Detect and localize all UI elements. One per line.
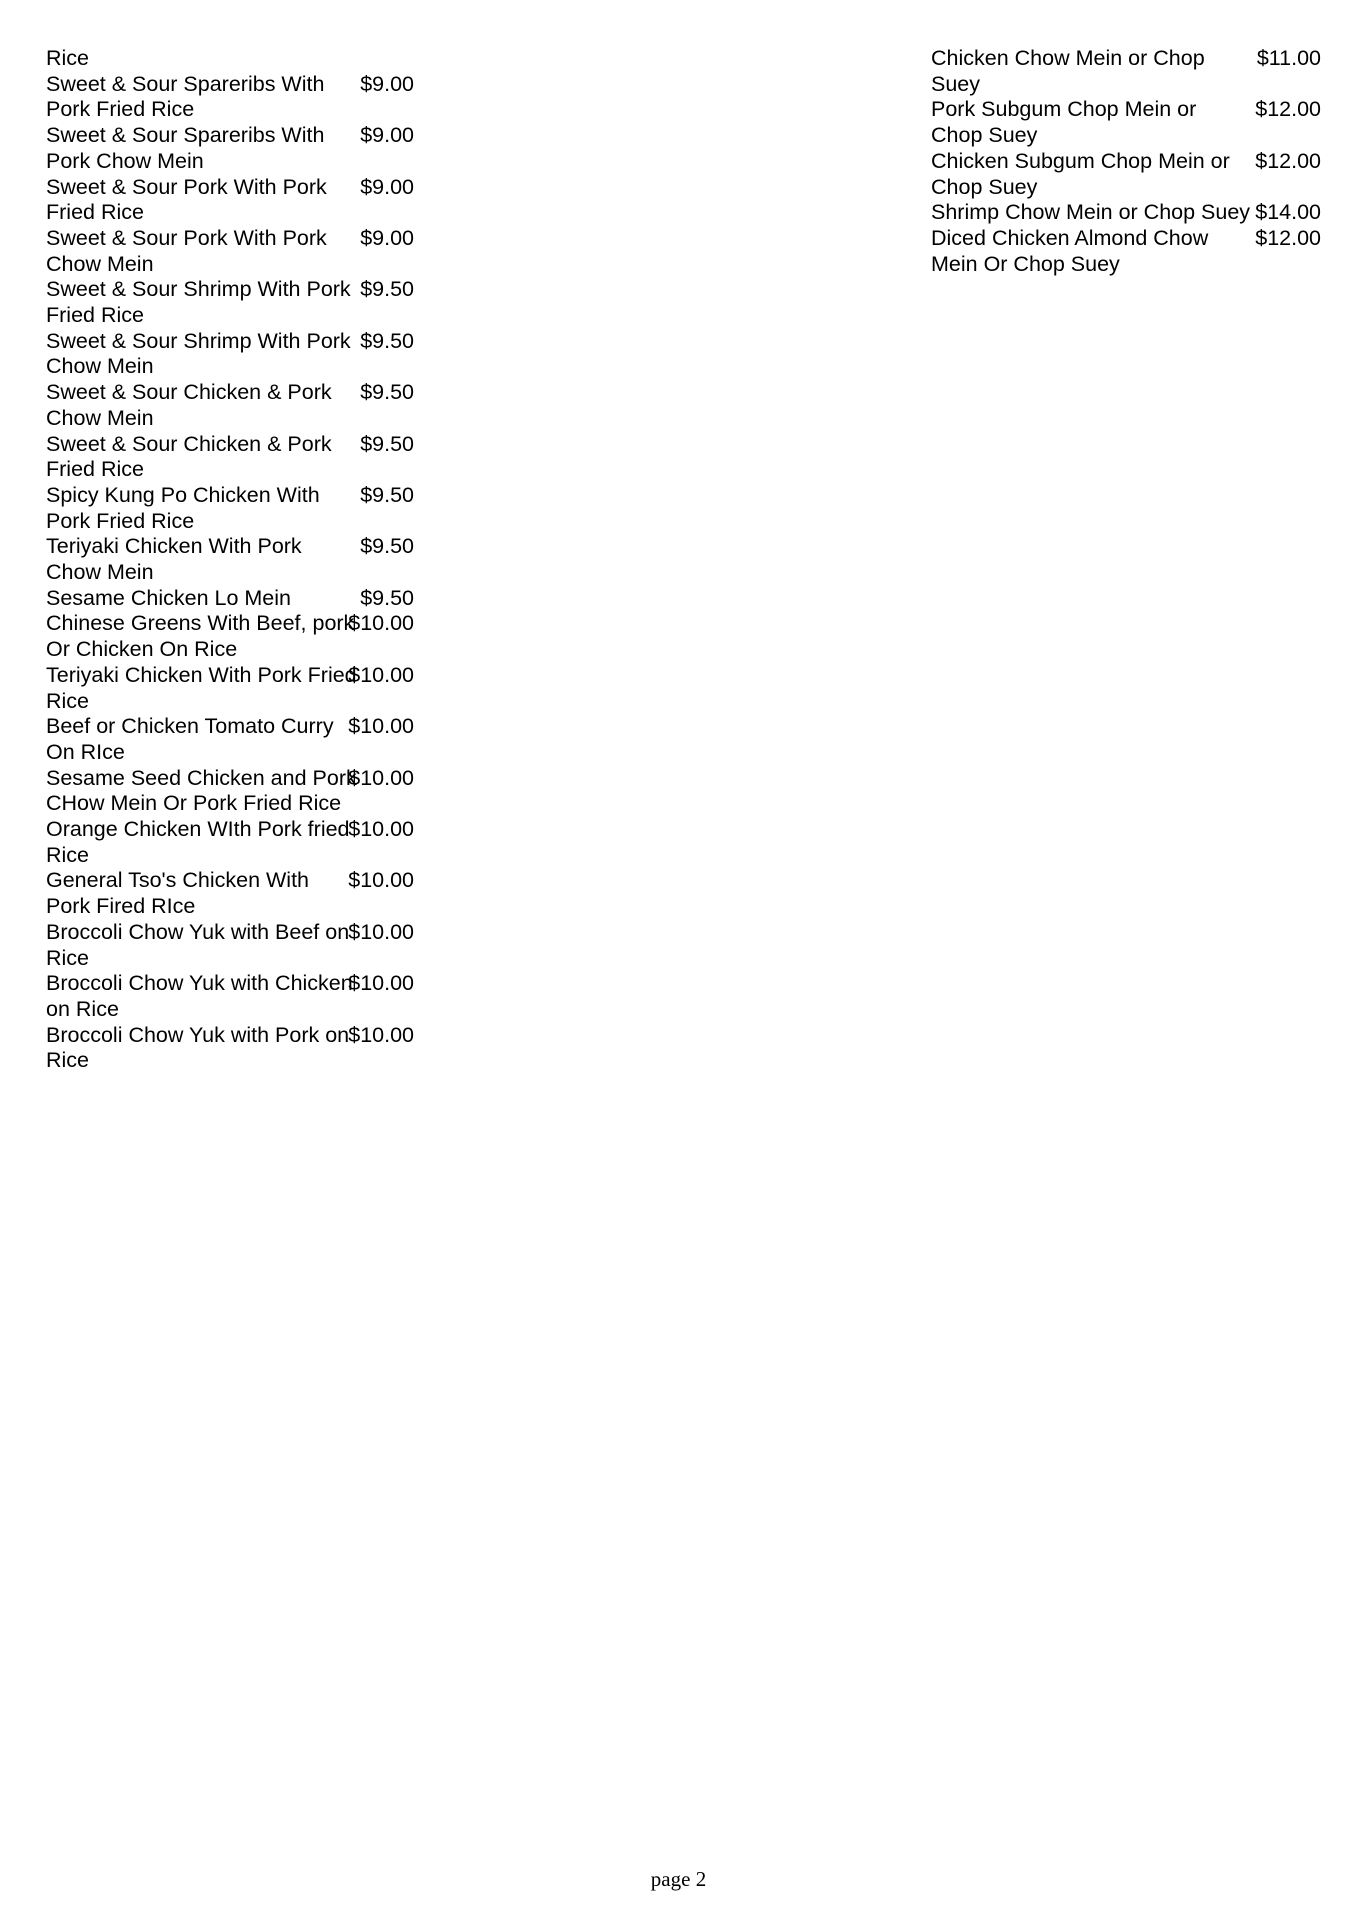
menu-item <box>46 123 426 174</box>
left-menu-column <box>46 46 426 1074</box>
menu-item-name: Sesame Seed Chicken and Pork CHow Mein Or Pork Fried Rice <box>46 765 357 816</box>
right-menu-column <box>931 46 1321 277</box>
menu-item <box>931 97 1321 148</box>
menu-item-price: $10.00 <box>348 817 414 842</box>
menu-item-price: $10.00 <box>348 765 414 790</box>
menu-item-price: $9.50 <box>360 380 414 405</box>
menu-item <box>46 226 426 277</box>
menu-item-price: $10.00 <box>348 662 414 687</box>
menu-item-name: Sweet & Sour Pork With Pork Chow Mein <box>46 225 327 276</box>
menu-item-name: Sweet & Sour Chicken & Pork Fried Rice <box>46 431 332 482</box>
menu-item-name: Diced Chicken Almond Chow Mein Or Chop Suey <box>931 225 1209 276</box>
menu-item-price: $9.50 <box>360 534 414 559</box>
menu-item <box>46 663 426 714</box>
menu-item-name: Sweet & Sour Shrimp With Pork Chow Mein <box>46 328 351 379</box>
menu-item-price: $10.00 <box>348 1022 414 1047</box>
menu-item <box>46 586 426 612</box>
menu-item-price: $9.50 <box>360 328 414 353</box>
menu-item <box>931 200 1321 226</box>
menu-item <box>46 868 426 919</box>
menu-item-price: $10.00 <box>348 919 414 944</box>
menu-item <box>46 714 426 765</box>
menu-item-price: $10.00 <box>348 971 414 996</box>
menu-item <box>46 920 426 971</box>
menu-item <box>46 534 426 585</box>
menu-item-price: $9.00 <box>360 225 414 250</box>
menu-item-price: $11.00 <box>1256 46 1321 70</box>
menu-item-price: $9.50 <box>360 277 414 302</box>
menu-item-price: $12.00 <box>1255 148 1321 173</box>
menu-item <box>46 611 426 662</box>
menu-item <box>46 380 426 431</box>
left-menu-list <box>46 72 426 1074</box>
menu-item-name: Spicy Kung Po Chicken With Pork Fried Rice <box>46 482 320 533</box>
menu-item-name: Orange Chicken WIth Pork fried Rice <box>46 817 350 867</box>
menu-item-price: $10.00 <box>348 714 414 739</box>
menu-item-name: Broccoli Chow Yuk with Beef on Rice <box>46 919 350 970</box>
menu-item-name: General Tso's Chicken With Pork Fired RIce <box>46 868 310 919</box>
menu-item-name: Sesame Chicken Lo Mein <box>46 585 291 610</box>
carryover-text: Rice <box>46 46 90 70</box>
menu-item <box>46 1023 426 1074</box>
menu-item-price: $12.00 <box>1255 225 1321 250</box>
menu-item-price: $9.50 <box>360 431 414 456</box>
menu-item <box>46 817 426 868</box>
menu-item <box>46 483 426 534</box>
menu-item-name: Sweet & Sour Pork With Pork Fried Rice <box>46 174 327 225</box>
menu-item-price: $9.00 <box>360 71 414 96</box>
menu-item-price: $14.00 <box>1255 200 1321 225</box>
menu-item-name: Sweet & Sour Spareribs With Pork Fried Rice <box>46 71 325 122</box>
menu-item-price: $9.00 <box>360 174 414 199</box>
page-number: page 2 <box>650 1867 707 1891</box>
menu-item <box>931 226 1321 277</box>
menu-item <box>46 277 426 328</box>
menu-item-price: $10.00 <box>348 868 414 893</box>
menu-item <box>46 175 426 226</box>
menu-item-name: Teriyaki Chicken With Pork Chow Mein <box>46 534 302 585</box>
menu-item <box>931 46 1321 97</box>
menu-item <box>931 149 1321 200</box>
menu-item <box>46 971 426 1022</box>
menu-item-price: $9.50 <box>360 482 414 507</box>
menu-item <box>46 72 426 123</box>
right-menu-list <box>931 46 1321 277</box>
menu-item-name: Broccoli Chow Yuk with Pork on Rice <box>46 1022 350 1073</box>
menu-item <box>46 432 426 483</box>
menu-item-name: Broccoli Chow Yuk with Chicken on Rice <box>46 971 353 1021</box>
menu-item-price: $10.00 <box>348 611 414 636</box>
menu-item-price: $9.00 <box>360 123 414 148</box>
menu-item <box>46 329 426 380</box>
menu-item-name: Beef or Chicken Tomato Curry On RIce <box>46 714 334 764</box>
menu-item-price: $9.50 <box>360 585 414 610</box>
menu-item-price: $12.00 <box>1255 97 1321 122</box>
menu-item-name: Chinese Greens With Beef, pork Or Chicken On Rice <box>46 611 355 662</box>
menu-item-name: Sweet & Sour Chicken & Pork Chow Mein <box>46 380 332 430</box>
menu-item-name: Teriyaki Chicken With Pork Fried Rice <box>46 662 357 713</box>
menu-item-name: Chicken Chow Mein or Chop Suey <box>931 46 1205 96</box>
menu-item-name: Shrimp Chow Mein or Chop Suey <box>931 200 1251 225</box>
menu-item-name: Chicken Subgum Chop Mein or Chop Suey <box>931 148 1230 199</box>
menu-item-name: Sweet & Sour Spareribs With Pork Chow Mein <box>46 123 325 173</box>
menu-item <box>46 766 426 817</box>
menu-item-name: Pork Subgum Chop Mein or Chop Suey <box>931 97 1197 148</box>
menu-item-name: Sweet & Sour Shrimp With Pork Fried Rice <box>46 277 351 328</box>
